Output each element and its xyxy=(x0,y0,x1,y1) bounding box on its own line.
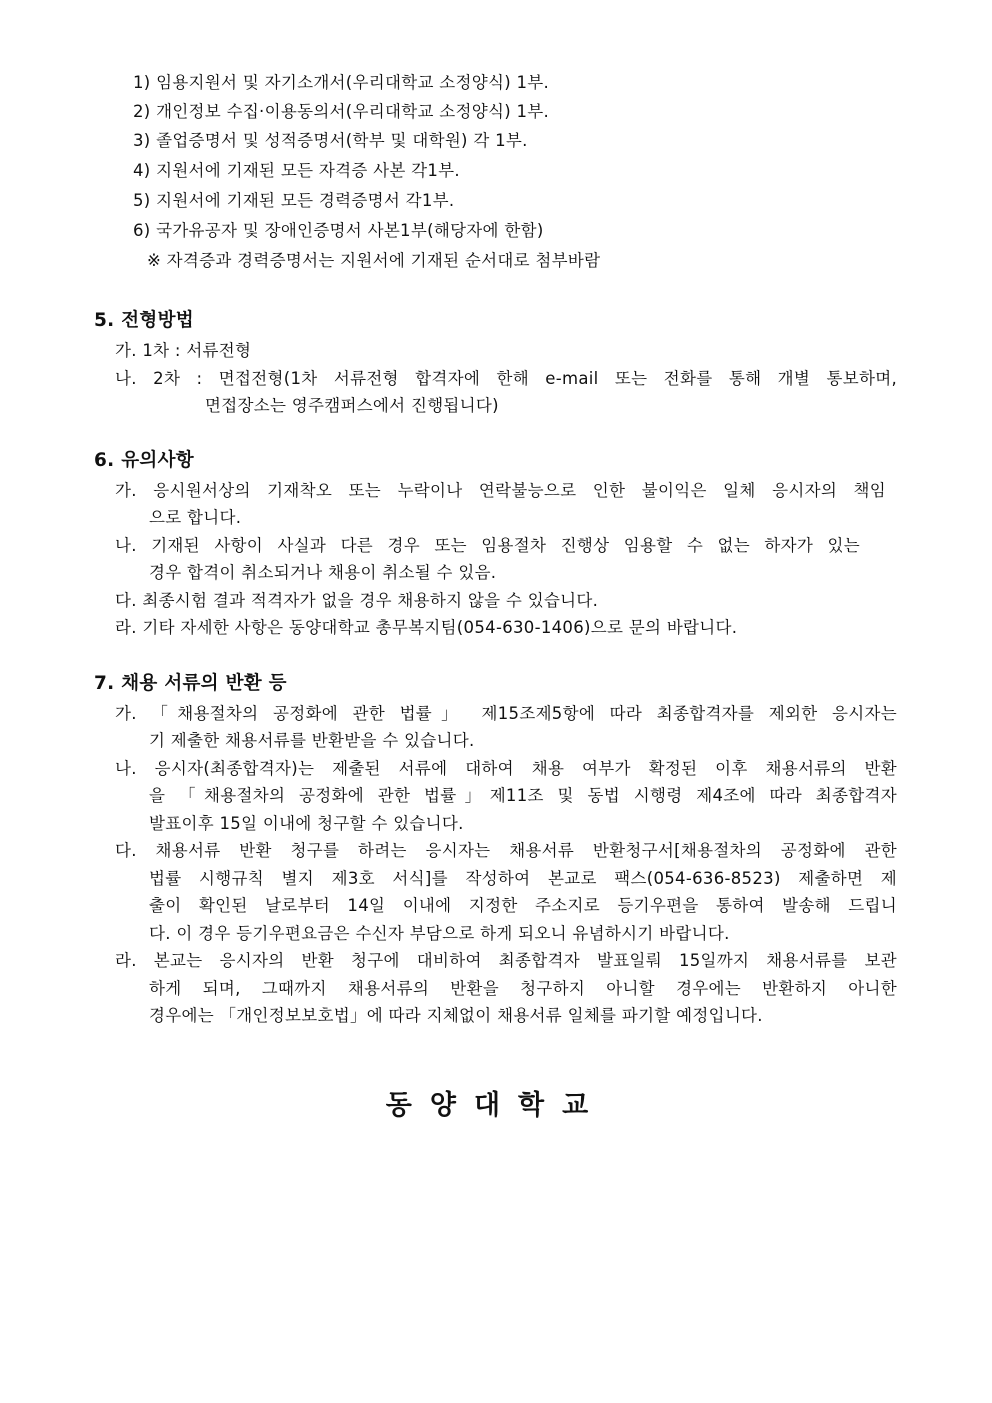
attachment-item: 1) 임용지원서 및 자기소개서(우리대학교 소정양식) 1부. xyxy=(133,73,550,92)
section-line: 가. 1차 : 서류전형 xyxy=(115,341,252,360)
section-line: 으로 합니다. xyxy=(149,508,242,527)
section-line: 라. 본교는 응시자의 반환 청구에 대비하여 최종합격자 발표일뤄 15일까지 채용서류를 보관 xyxy=(115,951,897,970)
section-line: 나. 기재된 사항이 사실과 다른 경우 또는 임용절차 진행상 임용할 수 없는 하자가 있는 xyxy=(115,536,860,555)
section-line: 출이 확인된 날로부터 14일 이내에 지정한 주소지로 등기우편을 통하여 발송해 드립니 xyxy=(149,896,897,915)
attachment-item: 4) 지원서에 기재된 모든 자격증 사본 각1부. xyxy=(133,161,460,180)
attachment-item: 5) 지원서에 기재된 모든 경력증명서 각1부. xyxy=(133,191,455,210)
section-line: 다. 이 경우 등기우편요금은 수신자 부담으로 하게 되오니 유념하시기 바랍니다. xyxy=(149,924,730,943)
section-line: 가. 「채용절차의 공정화에 관한 법률」 제15조제5항에 따라 최종합격자를 제외한 응시자는 xyxy=(115,704,897,723)
attachment-note: ※ 자격증과 경력증명서는 지원서에 기재된 순서대로 첨부바람 xyxy=(147,251,601,270)
section-line: 경우 합격이 취소되거나 채용이 취소될 수 있음. xyxy=(149,563,497,582)
section-line: 하게 되며, 그때까지 채용서류의 반환을 청구하지 아니할 경우에는 반환하지 아니한 xyxy=(149,979,897,998)
section-line: 나. 2차 : 면접전형(1차 서류전형 합격자에 한해 e-mail 또는 전화를 통해 개별 통보하며, xyxy=(115,369,897,388)
section-line: 라. 기타 자세한 사항은 동양대학교 총무복지팀(054-630-1406)으로 문의 바랍니다. xyxy=(115,618,738,637)
section-line: 면접장소는 영주캠퍼스에서 진행됩니다) xyxy=(205,396,499,415)
section-line: 경우에는 「개인정보보호법」에 따라 지체없이 채용서류 일체를 파기할 예정입니다. xyxy=(149,1006,763,1025)
attachment-item: 2) 개인정보 수집·이용동의서(우리대학교 소정양식) 1부. xyxy=(133,102,550,121)
section-line: 가. 응시원서상의 기재착오 또는 누락이나 연락불능으로 인한 불이익은 일체 응시자의 책임 xyxy=(115,481,886,500)
section-line: 법률 시행규칙 별지 제3호 서식]를 작성하여 본교로 팩스(054-636-8523) 제출하면 제 xyxy=(149,869,897,888)
section-heading: 5. 전형방법 xyxy=(94,310,194,331)
attachment-item: 6) 국가유공자 및 장애인증명서 사본1부(해당자에 한함) xyxy=(133,221,544,240)
section-line: 을 「채용절차의 공정화에 관한 법률」제11조 및 동법 시행령 제4조에 따라 최종합격자 xyxy=(149,786,897,805)
section-line: 기 제출한 채용서류를 반환받을 수 있습니다. xyxy=(149,731,475,750)
section-line: 나. 응시자(최종합격자)는 제출된 서류에 대하여 채용 여부가 확정된 이후 채용서류의 반환 xyxy=(115,759,897,778)
section-heading: 6. 유의사항 xyxy=(94,450,194,471)
section-line: 다. 최종시험 결과 적격자가 없을 경우 채용하지 않을 수 있습니다. xyxy=(115,591,599,610)
institution-signature: 동양대학교 xyxy=(385,1090,607,1121)
section-heading: 7. 채용 서류의 반환 등 xyxy=(94,673,287,694)
attachment-item: 3) 졸업증명서 및 성적증명서(학부 및 대학원) 각 1부. xyxy=(133,131,528,150)
section-line: 발표이후 15일 이내에 청구할 수 있습니다. xyxy=(149,814,464,833)
section-line: 다. 채용서류 반환 청구를 하려는 응시자는 채용서류 반환청구서[채용절차의 공정화에 관한 xyxy=(115,841,897,860)
